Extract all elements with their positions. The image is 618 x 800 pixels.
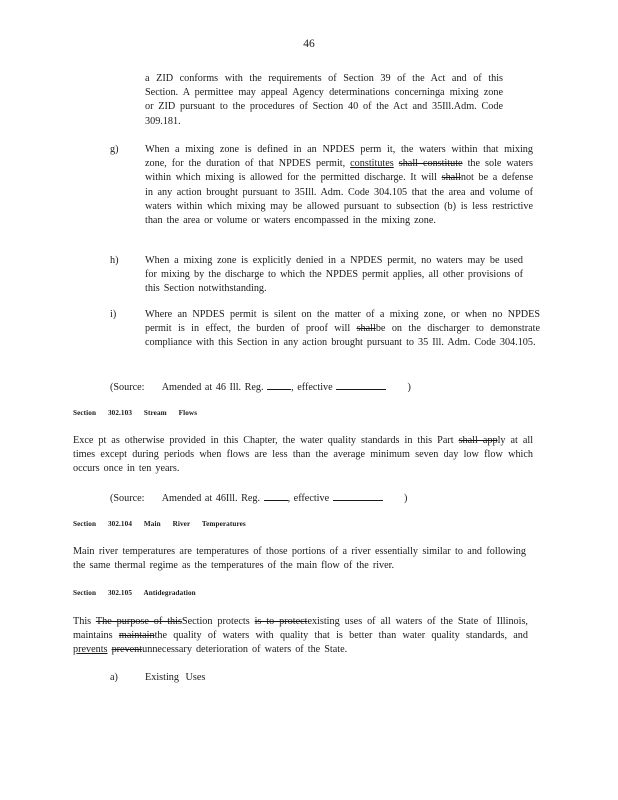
section-103-deleted-shall-app: shall app [458,435,498,446]
source-note-2 [110,490,407,506]
item-g-text-3: not be a defense in any action brought pursuant to 35Ill. Adm. Code 304.105 that the area and volume of waters within which mixing may be allowed pursuant to subsection (b) is less restrictive than the area or volume or waters encompassed in the mixing zone. [145,172,534,227]
page-number: 46 [303,38,315,50]
section-105-text-3: existing uses of all waters of the State of Illinois, maintains [73,616,528,642]
item-a-label: a) [110,672,118,683]
source-1-date-blank [336,379,386,390]
item-i-label: i) [110,309,117,320]
item-i-text-2: be on the discharger to demonstrate compliance with this Section in any action brought pursuant to 35 Ill. Adm. Code 304.105. [145,323,540,349]
item-i-text-1: Where an NPDES permit is silent on the matter of a mixing zone, or when no NPDES permit is in effect, the burden of proof will [145,309,540,335]
item-g-paragraph [145,143,533,228]
item-g-label: g) [110,144,119,155]
item-g-inserted-constitutes: constitutes [350,158,394,170]
source-2-close: ) [403,493,408,504]
item-a-heading: Existing Uses [145,672,206,683]
source-1-effective: , effective [291,382,333,393]
source-note-1 [110,379,411,395]
section-302-104-paragraph: Main river temperatures are temperatures of those portions of a river essentially similar to and following the same thermal regime as the temperatures of the main flow of the river. [73,546,526,572]
section-103-text-2: ly at all times except during periods when flows are less than the average minimum seven day low flow which occurs once in ten years. [73,435,534,475]
item-g-deleted-shall-constitute: shall constitute [398,158,463,170]
item-g-deleted-shall: shall [441,172,461,184]
section-302-105-paragraph [73,615,528,658]
section-105-text-5: unnecessary deterioration of waters of the State. [142,644,348,656]
item-g-text-1: When a mixing zone is defined in an NPDES perm it, the waters within that mixing zone, for the duration of that NPDES permit, [145,144,533,170]
source-2-effective: , effective [287,493,330,504]
source-2-amended: Amended at 46Ill. Reg. [161,493,261,504]
item-g-text-2: the sole waters within which mixing is allowed for the permitted discharge. It will [145,158,534,184]
section-302-104-heading: Section 302.104 Main River Temperatures [73,520,246,528]
item-i-deleted-shall: shall [356,323,376,335]
section-105-text-2: Section protects [181,616,250,627]
section-105-deleted-prevent: prevent [111,644,143,656]
item-h-label: h) [110,255,119,266]
continuation-paragraph: a ZID conforms with the requirements of Section 39 of the Act and of this Section. A permittee may appeal Agency determinations concerninga mixing zone or ZID pursuant to the procedures of Section 40 of the Act and 35Ill.Adm. Code 309.181. [145,73,503,127]
section-105-deleted-the-purpose-of-this: The purpose of this [95,616,182,627]
section-302-105-heading: Section 302.105 Antidegradation [73,589,196,597]
source-1-close: ) [407,382,411,393]
item-i-paragraph [145,308,540,351]
section-105-deleted-maintain: maintain [118,630,155,642]
source-1-open: (Source: [110,382,145,393]
section-103-text-1: Exce pt as otherwise provided in this Chapter, the water quality standards in this Part [73,435,454,446]
source-1-amended: Amended at 46 Ill. Reg. [161,382,264,393]
source-2-date-blank [333,490,383,501]
item-h-paragraph: When a mixing zone is explicitly denied in a NPDES permit, no waters may be used for mixing by the discharge to which the NPDES permit applies, all other provisions of this Section notwithstanding. [145,255,523,295]
section-105-deleted-is-to-protect: is to protect [254,616,308,627]
source-1-reg-blank [267,379,291,390]
source-2-open: (Source: [110,493,145,504]
section-105-inserted-prevents: prevents [73,644,108,656]
section-302-103-paragraph [73,434,533,477]
section-105-text-1: This [73,616,92,627]
section-105-text-4: the quality of waters with quality that is better than water quality standards, and [154,630,528,642]
section-302-103-heading: Section 302.103 Stream Flows [73,409,198,417]
source-2-reg-blank [264,490,288,501]
